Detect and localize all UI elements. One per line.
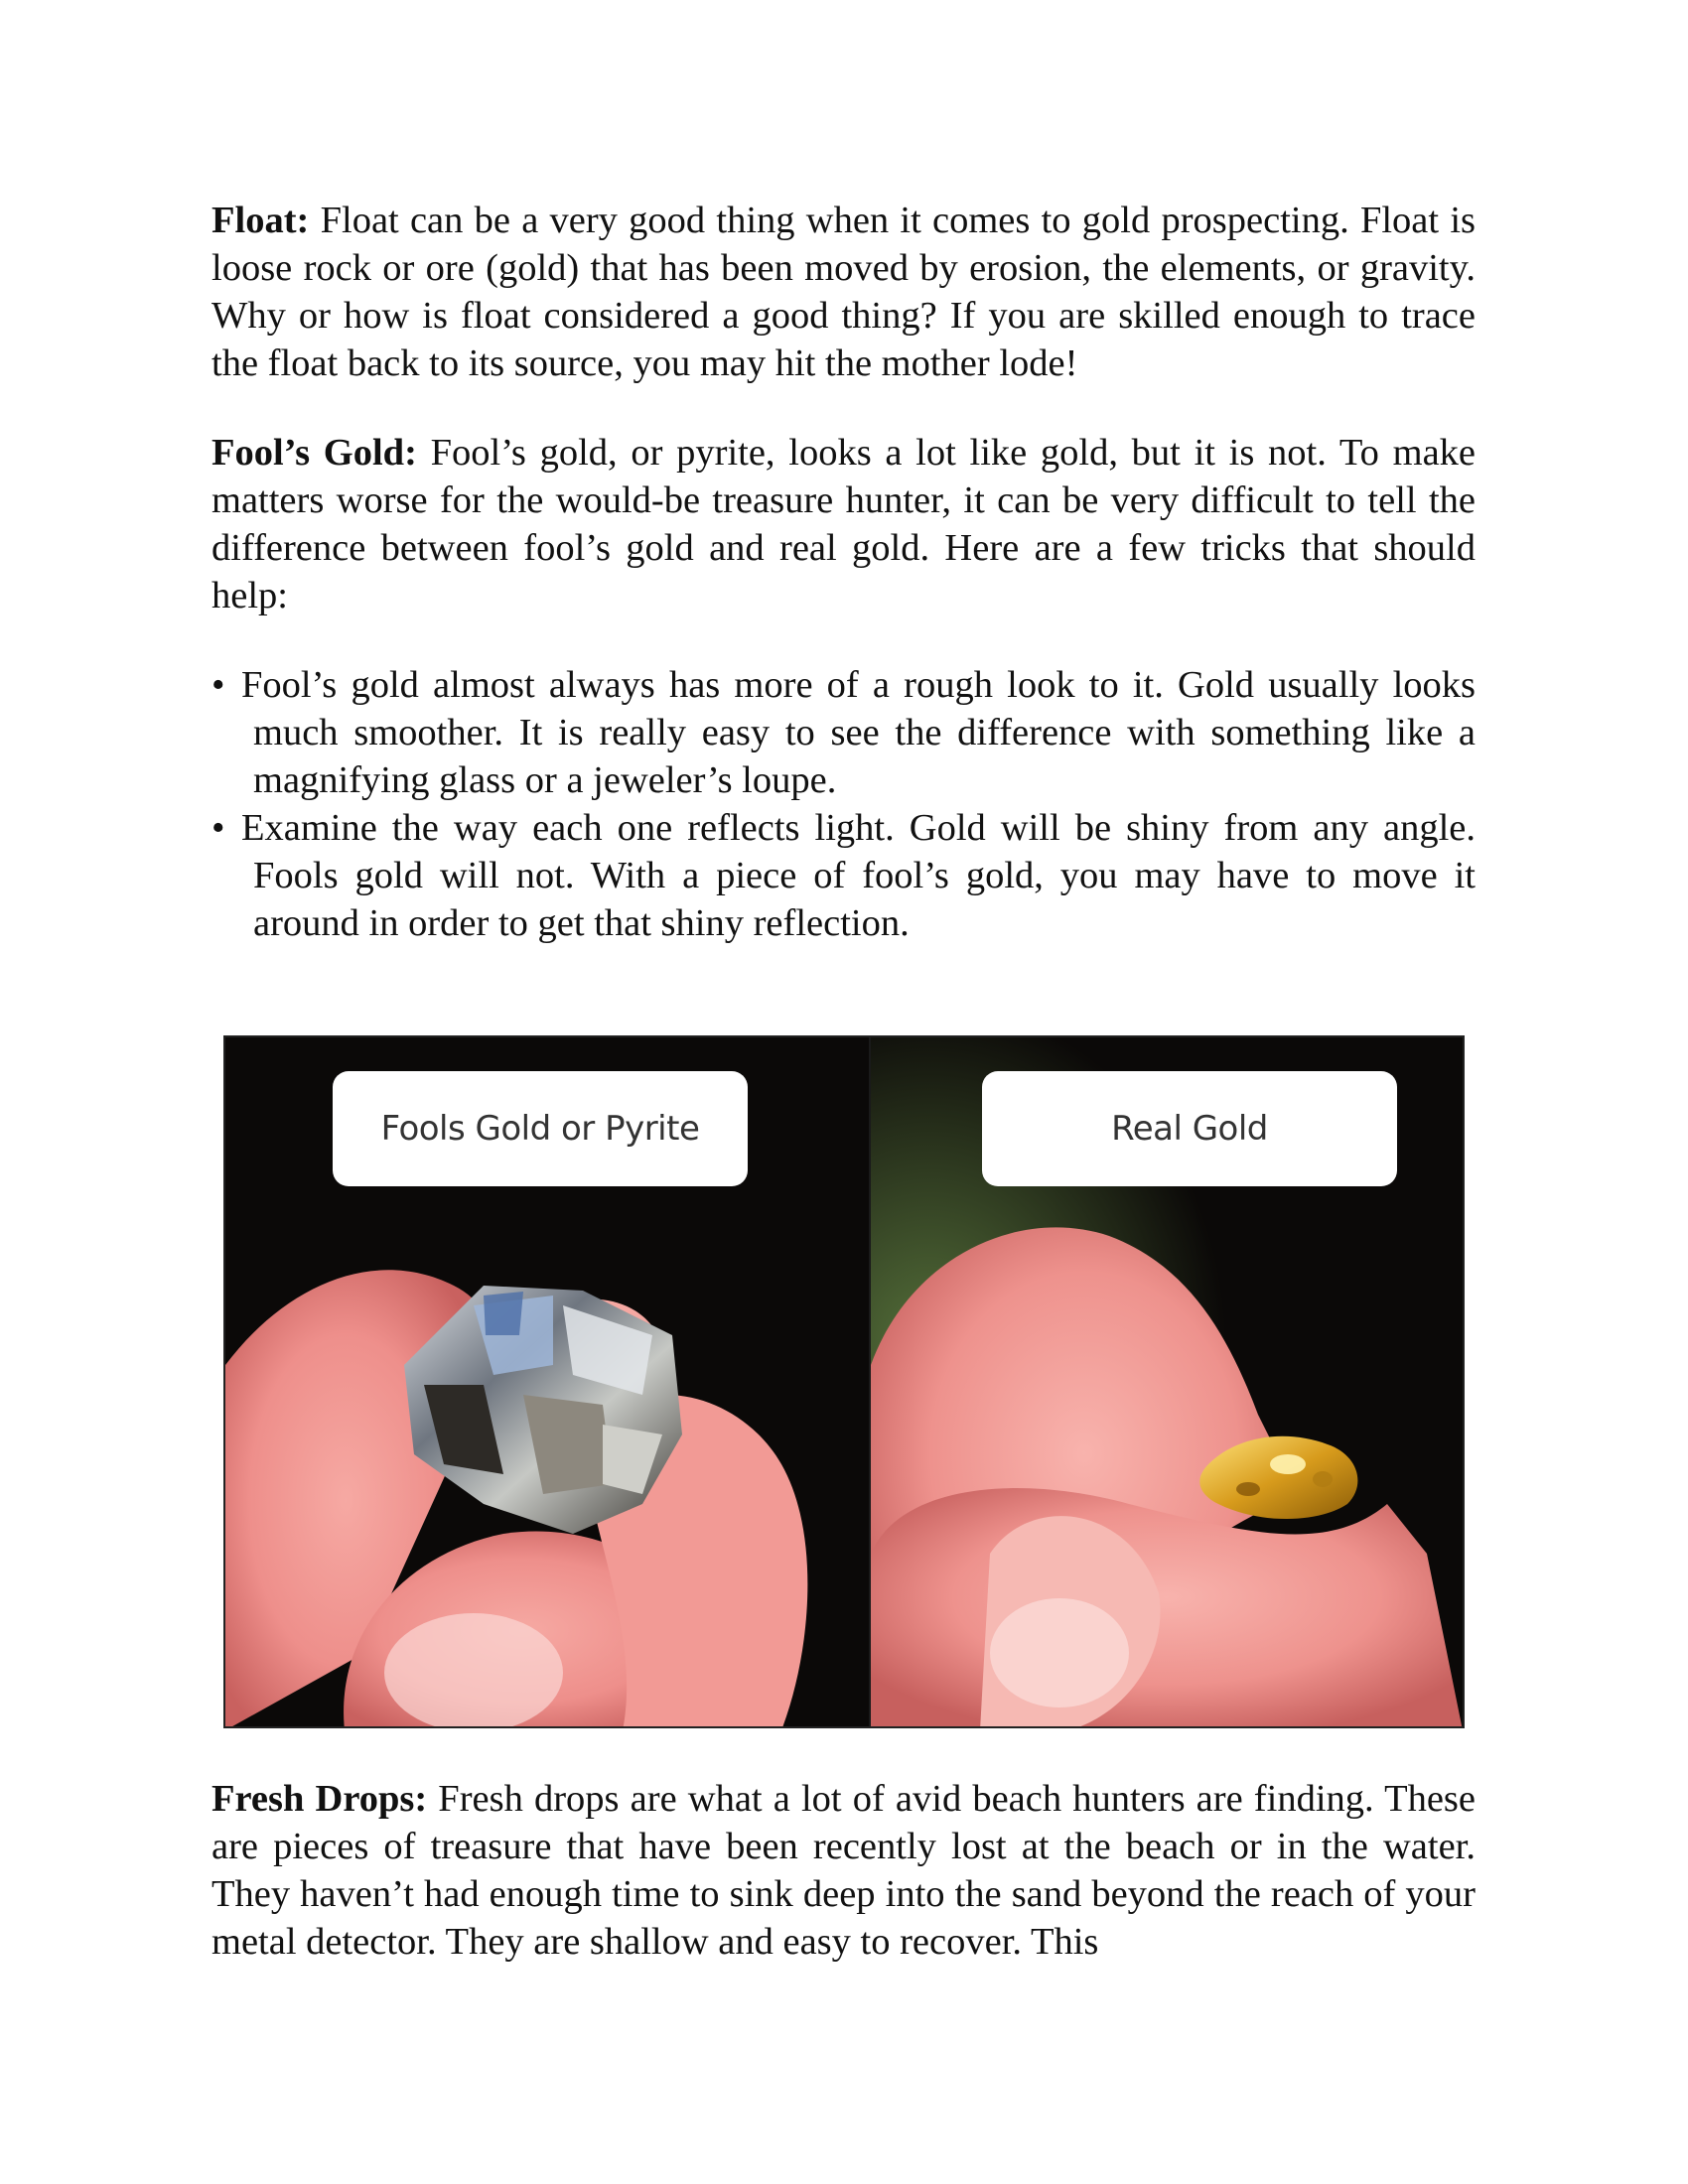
text-fresh-drops: Fresh drops are what a lot of avid beach hunters are finding. These are pieces of treasure that have been recently lost at the beach or in the water. They haven’t had enough time to sink deep into the sand beyond the reach of your metal detector. They are shallow and easy to recover. This (211, 1778, 1476, 1963)
tips-list (211, 661, 1476, 947)
bullet-marker: • (211, 664, 225, 706)
bullet-marker: • (211, 807, 225, 849)
document-page (211, 197, 1477, 1963)
term-fools-gold: Fool’s Gold: (211, 432, 417, 474)
list-item (211, 661, 1476, 804)
paragraph-float (211, 197, 1476, 387)
paragraph-fresh-drops (211, 1775, 1476, 1966)
paragraph-fools-gold (211, 429, 1476, 619)
real-gold-photo-panel (871, 1037, 1463, 1726)
label-fools-gold: Fools Gold or Pyrite (333, 1071, 748, 1186)
term-fresh-drops: Fresh Drops: (211, 1778, 428, 1820)
term-float: Float: (211, 200, 310, 241)
list-item-text: Fool’s gold almost always has more of a rough look to it. Gold usually looks much smoother. It is really easy to see the difference with something like a magnifying glass or a jeweler’s loupe. (241, 664, 1476, 801)
pyrite-photo-panel (225, 1037, 869, 1726)
text-fools-gold: Fool’s gold, or pyrite, looks a lot like gold, but it is not. To make matters worse for the would-be treasure hunter, it can be very difficult to tell the difference between fool’s gold and real gold. Here are a few tricks that should help: (211, 432, 1477, 616)
text-float: Float can be a very good thing when it comes to gold prospecting. Float is loose rock or ore (gold) that has been moved by erosion, the elements, or gravity. Why or how is float considered a good thing? If you are skilled enough to trace the float back to its source, you may hit the mother lode! (211, 200, 1476, 384)
list-item-text: Examine the way each one reflects light. Gold will be shiny from any angle. Fools gold will not. With a piece of fool’s gold, you may have to move it around in order to get that shiny reflection. (241, 807, 1476, 944)
comparison-figure (223, 1035, 1465, 1728)
list-item (211, 804, 1476, 947)
label-real-gold: Real Gold (982, 1071, 1397, 1186)
